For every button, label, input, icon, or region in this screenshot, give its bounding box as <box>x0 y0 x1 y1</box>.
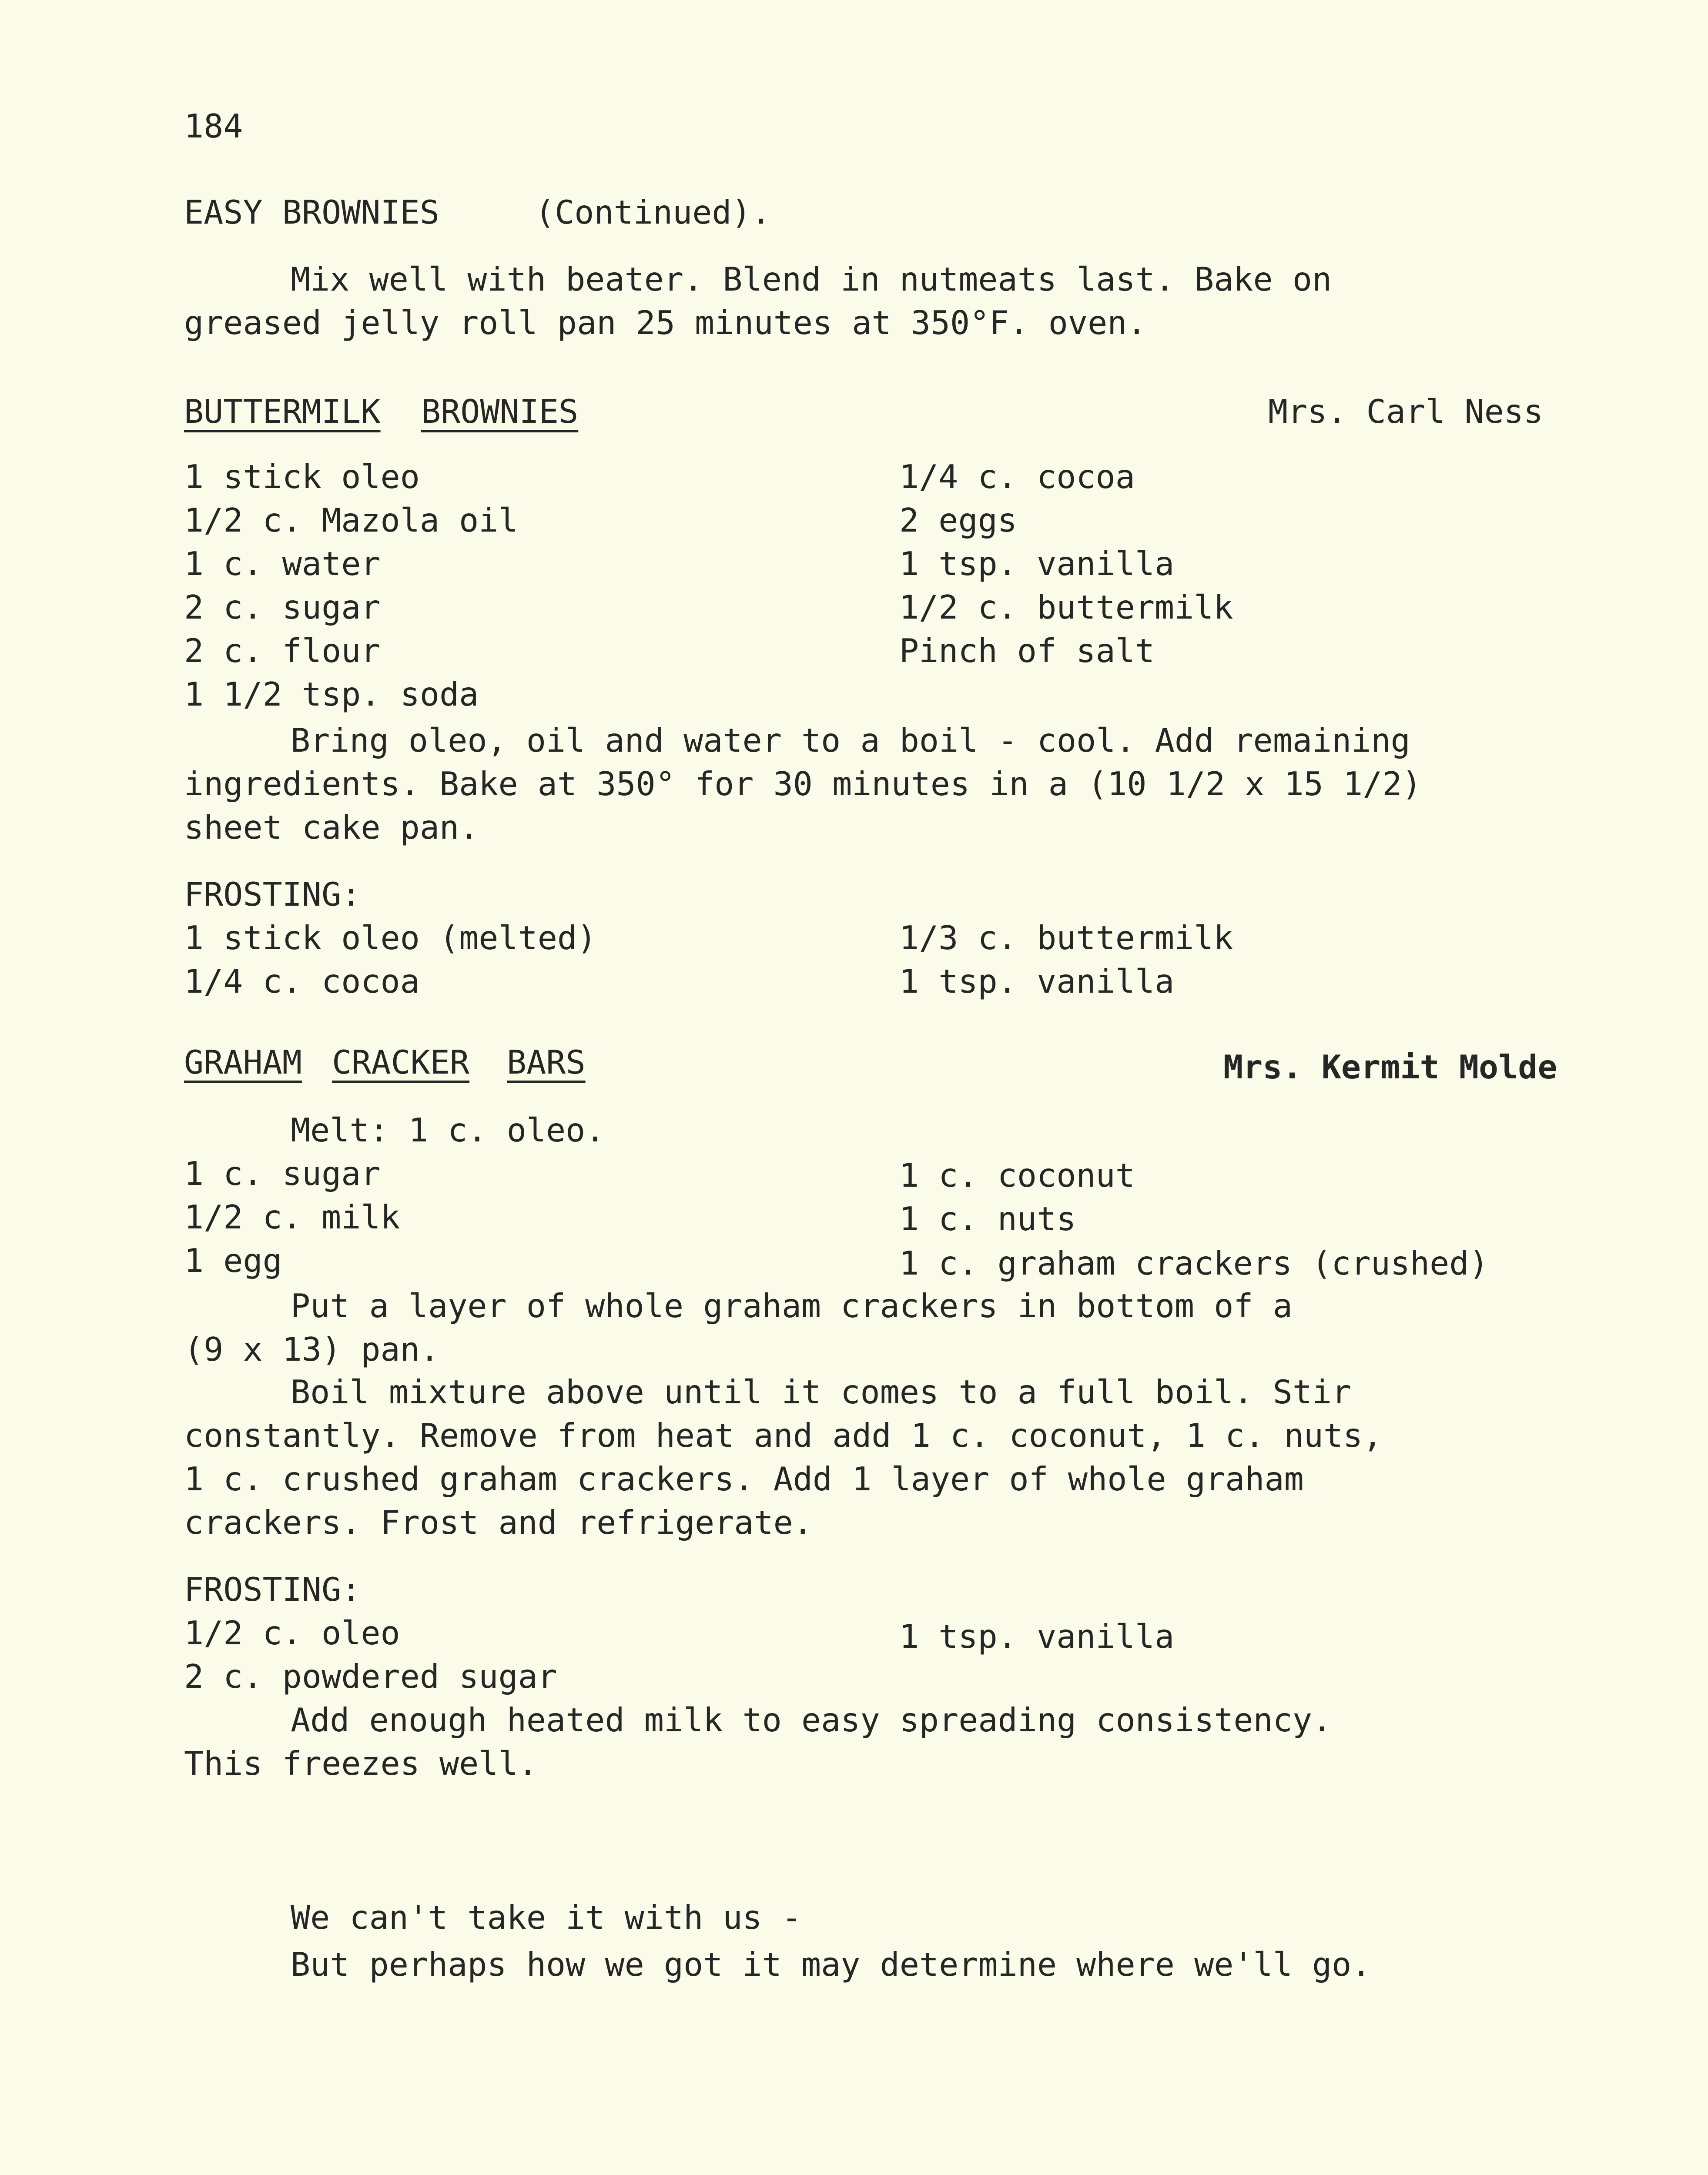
ingredient-item: 1/2 c. buttermilk <box>899 588 1233 626</box>
quote-line: But perhaps how we got it may determine where we'll go. <box>291 1945 1371 1984</box>
ingredient-item: 1 stick oleo <box>184 458 420 496</box>
ingredient-item: 1 c. nuts <box>899 1200 1076 1238</box>
frosting-label: FROSTING: <box>184 1570 361 1609</box>
recipe-title-word: BARS <box>507 1043 586 1081</box>
recipe-title-word: BROWNIES <box>421 392 579 431</box>
instruction-line: Boil mixture above until it comes to a full boil. Stir <box>291 1373 1352 1411</box>
instruction-line: This freezes well. <box>184 1744 538 1783</box>
page-number: 184 <box>184 107 243 145</box>
recipe-title-easy-brownies: EASY BROWNIES <box>184 193 439 231</box>
instruction-line: Mix well with beater. Blend in nutmeats last. Bake on <box>291 260 1332 298</box>
ingredient-item: 1/4 c. cocoa <box>899 458 1135 496</box>
ingredient-item: 1 egg <box>184 1241 282 1280</box>
recipe-title-word: GRAHAM <box>184 1043 302 1081</box>
instruction-line: greased jelly roll pan 25 minutes at 350°F. oven. <box>184 304 1147 342</box>
frosting-item: 1/3 c. buttermilk <box>899 919 1233 957</box>
ingredient-item: 2 c. flour <box>184 632 381 670</box>
instruction-line: Put a layer of whole graham crackers in bottom of a <box>291 1287 1293 1325</box>
melt-instruction: Melt: 1 c. oleo. <box>291 1111 605 1149</box>
instruction-line: sheet cake pan. <box>184 808 479 847</box>
frosting-item: 1 stick oleo (melted) <box>184 919 597 957</box>
ingredient-item: 1/2 c. Mazola oil <box>184 501 518 539</box>
frosting-label: FROSTING: <box>184 875 361 914</box>
ingredient-item: 2 eggs <box>899 501 1017 539</box>
instruction-line: constantly. Remove from heat and add 1 c. coconut, 1 c. nuts, <box>184 1416 1383 1455</box>
frosting-item: 1/2 c. oleo <box>184 1614 400 1652</box>
continued-label: (Continued). <box>535 193 771 231</box>
ingredient-item: Pinch of salt <box>899 632 1155 670</box>
ingredient-item: 1 c. sugar <box>184 1154 381 1193</box>
recipe-title-word: BUTTERMILK <box>184 392 381 431</box>
instruction-line: 1 c. crushed graham crackers. Add 1 layer of whole graham <box>184 1460 1304 1498</box>
instruction-line: Bring oleo, oil and water to a boil - cool. Add remaining <box>291 721 1410 760</box>
quote-line: We can't take it with us - <box>291 1898 801 1937</box>
recipe-title-word: CRACKER <box>332 1043 470 1081</box>
instruction-line: crackers. Frost and refrigerate. <box>184 1503 813 1542</box>
ingredient-item: 2 c. sugar <box>184 588 381 626</box>
recipe-author: Mrs. Carl Ness <box>1268 392 1544 431</box>
ingredient-item: 1 c. water <box>184 545 381 583</box>
frosting-item: 1/4 c. cocoa <box>184 962 420 1000</box>
ingredient-item: 1 c. coconut <box>899 1156 1135 1195</box>
ingredient-item: 1/2 c. milk <box>184 1198 400 1236</box>
instruction-line: (9 x 13) pan. <box>184 1330 439 1369</box>
frosting-item: 2 c. powdered sugar <box>184 1657 557 1696</box>
instruction-line: Add enough heated milk to easy spreading consistency. <box>291 1701 1332 1739</box>
recipe-author: Mrs. Kermit Molde <box>1223 1048 1557 1086</box>
ingredient-item: 1 c. graham crackers (crushed) <box>899 1244 1489 1282</box>
instruction-line: ingredients. Bake at 350° for 30 minutes in a (10 1/2 x 15 1/2) <box>184 765 1422 803</box>
frosting-item: 1 tsp. vanilla <box>899 1617 1175 1656</box>
frosting-item: 1 tsp. vanilla <box>899 962 1175 1000</box>
ingredient-item: 1 tsp. vanilla <box>899 545 1175 583</box>
ingredient-item: 1 1/2 tsp. soda <box>184 675 479 713</box>
